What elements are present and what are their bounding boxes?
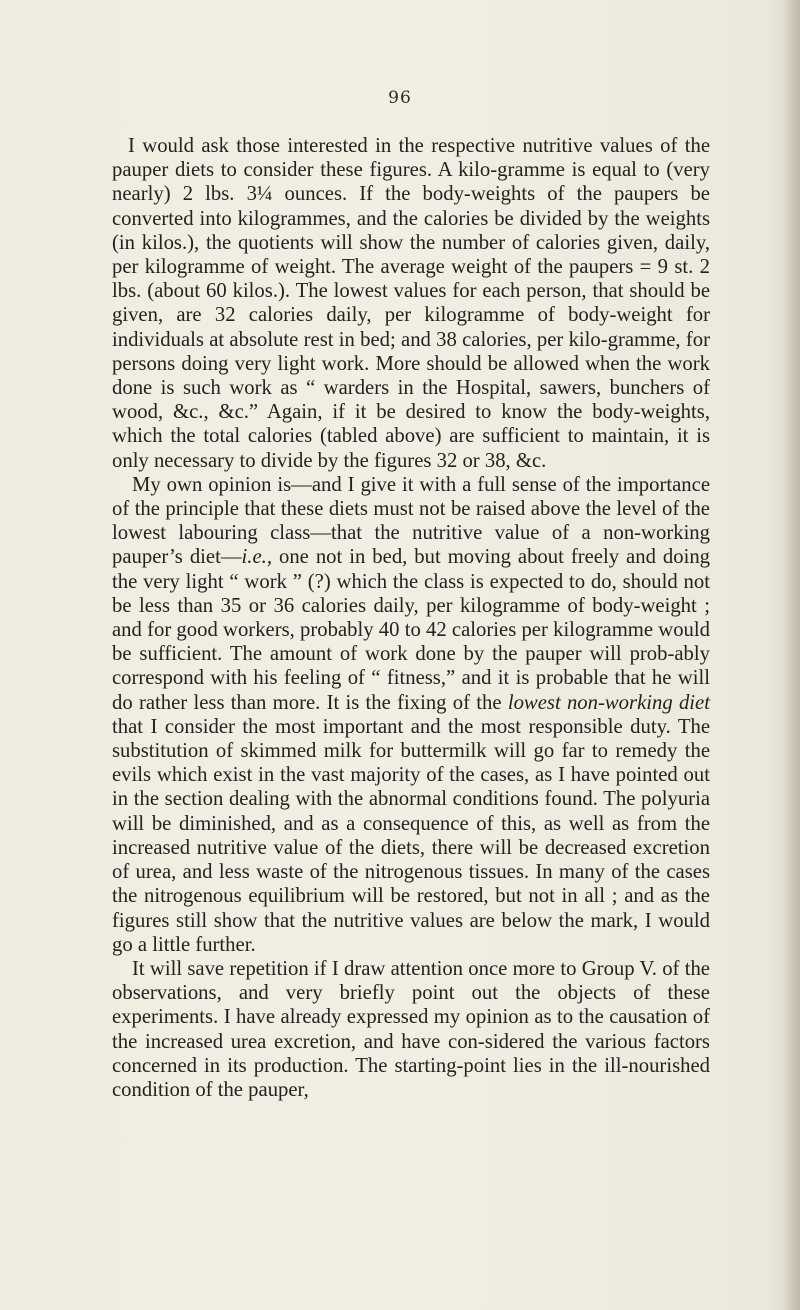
paragraph-2-text-a: My own opinion is—and I give it with a full sense of the importance of the principle that these diets must not be raised above the level of the lowest labouring class—that the nutritive value of a non-working pauper’s diet—	[112, 473, 710, 569]
paragraph-2-text-b: , one not in bed, but moving about freely and doing the very light “ work ” (?) which the class is expected to do, should not be less than 35 or 36 calories daily, per kilogramme of body-weight ; and for good workers, probably 40 to 42 calories per kilogramme would be sufficient. The amount of work done by the pauper will prob-ably correspond with his feeling of “ fitness,” and it is probable that he will do rather less than more. It is the fixing of the	[112, 546, 711, 714]
paragraph-2-italic-diet: lowest non-working diet	[507, 691, 710, 714]
page-number: 96	[388, 88, 412, 108]
paragraph-3	[112, 957, 710, 1102]
paragraph-1-text: I would ask those interested in the respective nutritive values of the pauper diets to consider these figures. A kilo-gramme is equal to (very nearly) 2 lbs. 3¼ ounces. If the body-weights of the paupers be converted into kilogrammes, and the calories be divided by the weights (in kilos.), the quotients will show the number of calories given, daily, per kilogramme of weight. The average weight of the paupers = 9 st. 2 lbs. (about 60 kilos.). The lowest values for each person, that should be given, are 32 calories daily, per kilogramme of body-weight for individuals at absolute rest in bed; and 38 calories, per kilo-gramme, for persons doing very light work. More should be allowed when the work done is such work as “ warders in the Hospital, sawers, bunchers of wood, &c., &c.” Again, if it be desired to know the body-weights, which the total calories (tabled above) are sufficient to maintain, it is only necessary to divide by the figures 32 or 38, &c.	[112, 135, 710, 472]
paragraph-2	[112, 473, 710, 957]
paragraph-1	[112, 134, 710, 473]
paragraph-2-italic-ie: i.e.	[241, 546, 267, 569]
page-edge-shadow	[784, 0, 800, 1310]
paragraph-2-text-c: that I consider the most important and the most responsible duty. The substitution of skimmed milk for buttermilk will go far to remedy the evils which exist in the vast majority of the cases, as I have pointed out in the section dealing with the abnormal conditions found. The polyuria will be diminished, and as a consequence of this, as well as from the increased nutritive value of the diets, there will be decreased excretion of urea, and less waste of the nitrogenous tissues. In many of the cases the nitrogenous equilibrium will be restored, but not in all ; and as the figures still show that the nutritive values are below the mark, I would go a little further.	[112, 715, 710, 956]
body-text	[112, 134, 710, 1102]
paragraph-3-text: It will save repetition if I draw attention once more to Group V. of the observations, and very briefly point out the objects of these experiments. I have already expressed my opinion as to the causation of the increased urea excretion, and have con-sidered the various factors concerned in its production. The starting-point lies in the ill-nourished condition of the pauper,	[112, 957, 710, 1101]
